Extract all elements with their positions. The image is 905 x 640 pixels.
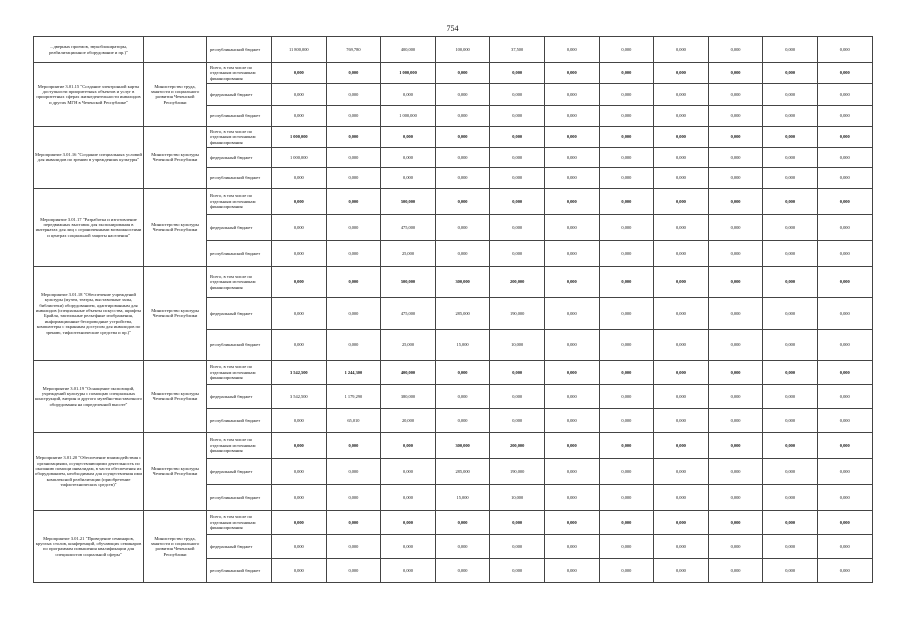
amount-cell: 0,000 (490, 63, 545, 84)
table-row (34, 432, 873, 458)
amount-cell: 10,000 (490, 484, 545, 510)
amount-cell: 0,000 (817, 105, 872, 126)
amount-cell: 0,000 (326, 188, 381, 214)
amount-cell: 0,000 (544, 298, 599, 329)
funding-source-cell: Всего, в том числе по отдельным источникам финансирования (207, 266, 272, 297)
amount-cell: 0,000 (708, 37, 763, 63)
amount-cell: 0,000 (272, 458, 327, 484)
amount-cell: 0,000 (654, 384, 709, 408)
amount-cell: 1 000,000 (272, 126, 327, 147)
funding-source-cell: Всего, в том числе по отдельным источникам финансирования (207, 63, 272, 84)
amount-cell: 400,000 (381, 37, 436, 63)
amount-cell: 0,000 (708, 63, 763, 84)
responsible-executor-cell (144, 37, 207, 63)
amount-cell: 0,000 (544, 240, 599, 266)
amount-cell: 0,000 (599, 240, 654, 266)
amount-cell: 0,000 (599, 214, 654, 240)
amount-cell: 0,000 (763, 37, 818, 63)
measure-name-cell: Мероприятие 3.01.21 "Проведение семинаров, круглых столов, конференций, обучающих семинаров по программам повышения квалификации для специалистов социальной сферы" (34, 510, 144, 582)
amount-cell: 0,000 (381, 458, 436, 484)
table-row (34, 360, 873, 384)
amount-cell: 0,000 (435, 84, 490, 105)
amount-cell: 0,000 (490, 510, 545, 534)
amount-cell: 0,000 (326, 168, 381, 189)
funding-source-cell: Всего, в том числе по отдельным источникам финансирования (207, 360, 272, 384)
amount-cell: 0,000 (654, 298, 709, 329)
measure-name-cell: Мероприятие 3.01.18 "Обеспечение учреждений культуры (музеи, театры, выставочные залы, библиотеки) оборудованием, адаптированным для инвалидов (специальные объекты искусства, шрифты Брайля, тактильные рельефные изображения, информационные беспроводные устройства, компьютеры с экранным доступом для инвалидов по зрению, тифлотехнические средства и пр.)" (34, 266, 144, 360)
amount-cell: 0,000 (708, 168, 763, 189)
amount-cell: 0,000 (544, 168, 599, 189)
amount-cell: 0,000 (708, 240, 763, 266)
amount-cell: 0,000 (272, 534, 327, 558)
amount-cell: 0,000 (763, 484, 818, 510)
amount-cell: 0,000 (272, 432, 327, 458)
amount-cell: 0,000 (272, 558, 327, 582)
amount-cell: 0,000 (817, 408, 872, 432)
amount-cell: 0,000 (435, 126, 490, 147)
amount-cell: 0,000 (435, 534, 490, 558)
amount-cell: 0,000 (381, 147, 436, 168)
amount-cell: 0,000 (763, 147, 818, 168)
funding-source-cell: федеральный бюджет (207, 298, 272, 329)
amount-cell: 1 000,000 (272, 147, 327, 168)
amount-cell: 0,000 (381, 126, 436, 147)
amount-cell: 0,000 (326, 558, 381, 582)
amount-cell: 380,000 (381, 384, 436, 408)
amount-cell: 500,000 (381, 266, 436, 297)
funding-source-cell: республиканский бюджет (207, 37, 272, 63)
amount-cell: 0,000 (654, 126, 709, 147)
amount-cell: 0,000 (544, 266, 599, 297)
amount-cell: 0,000 (381, 510, 436, 534)
amount-cell: 0,000 (272, 168, 327, 189)
amount-cell: 0,000 (654, 37, 709, 63)
amount-cell: 769,780 (326, 37, 381, 63)
amount-cell: 0,000 (708, 458, 763, 484)
amount-cell: 0,000 (817, 360, 872, 384)
measure-name-cell: ...дверных проемов, звукоблокираторы, реабилитационное оборудование и пр.)" (34, 37, 144, 63)
funding-source-cell: республиканский бюджет (207, 329, 272, 360)
amount-cell: 0,000 (326, 329, 381, 360)
funding-source-cell: республиканский бюджет (207, 484, 272, 510)
amount-cell: 0,000 (326, 534, 381, 558)
amount-cell: 0,000 (817, 534, 872, 558)
amount-cell: 0,000 (326, 266, 381, 297)
responsible-executor-cell: Министерство труда, занятости и социального развития Чеченской Республики (144, 510, 207, 582)
amount-cell: 3 542,500 (272, 384, 327, 408)
amount-cell: 0,000 (817, 558, 872, 582)
amount-cell: 0,000 (817, 432, 872, 458)
amount-cell: 0,000 (654, 168, 709, 189)
amount-cell: 0,000 (272, 298, 327, 329)
amount-cell: 0,000 (654, 214, 709, 240)
amount-cell: 37,500 (490, 37, 545, 63)
amount-cell: 0,000 (654, 84, 709, 105)
amount-cell: 0,000 (544, 214, 599, 240)
amount-cell: 0,000 (817, 188, 872, 214)
amount-cell: 0,000 (763, 558, 818, 582)
amount-cell: 200,000 (490, 266, 545, 297)
amount-cell: 0,000 (817, 168, 872, 189)
amount-cell: 0,000 (654, 484, 709, 510)
amount-cell: 0,000 (654, 534, 709, 558)
amount-cell: 0,000 (272, 240, 327, 266)
funding-source-cell: федеральный бюджет (207, 84, 272, 105)
amount-cell: 0,000 (326, 240, 381, 266)
amount-cell: 0,000 (654, 105, 709, 126)
amount-cell: 15,000 (435, 484, 490, 510)
amount-cell: 0,000 (763, 384, 818, 408)
amount-cell: 190,000 (490, 298, 545, 329)
funding-source-cell: республиканский бюджет (207, 558, 272, 582)
amount-cell: 0,000 (708, 105, 763, 126)
amount-cell: 0,000 (544, 484, 599, 510)
amount-cell: 0,000 (708, 510, 763, 534)
amount-cell: 0,000 (326, 105, 381, 126)
amount-cell: 0,000 (708, 384, 763, 408)
amount-cell: 0,000 (326, 126, 381, 147)
amount-cell: 0,000 (599, 558, 654, 582)
amount-cell: 15,000 (435, 329, 490, 360)
table-row (34, 510, 873, 534)
amount-cell: 0,000 (544, 126, 599, 147)
amount-cell: 0,000 (435, 240, 490, 266)
page-number: 754 (446, 24, 459, 33)
amount-cell: 0,000 (326, 63, 381, 84)
amount-cell: 0,000 (763, 168, 818, 189)
amount-cell: 0,000 (544, 105, 599, 126)
funding-source-cell: республиканский бюджет (207, 105, 272, 126)
amount-cell: 0,000 (763, 188, 818, 214)
amount-cell: 0,000 (708, 329, 763, 360)
amount-cell: 0,000 (326, 214, 381, 240)
amount-cell: 0,000 (326, 484, 381, 510)
amount-cell: 500,000 (381, 188, 436, 214)
funding-source-cell: Всего, в том числе по отдельным источникам финансирования (207, 510, 272, 534)
funding-source-cell: республиканский бюджет (207, 240, 272, 266)
amount-cell: 0,000 (654, 147, 709, 168)
amount-cell: 0,000 (544, 458, 599, 484)
amount-cell: 0,000 (708, 298, 763, 329)
amount-cell: 0,000 (763, 214, 818, 240)
amount-cell: 0,000 (654, 408, 709, 432)
amount-cell: 0,000 (817, 384, 872, 408)
funding-source-cell: федеральный бюджет (207, 214, 272, 240)
amount-cell: 0,000 (599, 329, 654, 360)
amount-cell: 0,000 (326, 432, 381, 458)
amount-cell: 0,000 (599, 105, 654, 126)
amount-cell: 0,000 (435, 360, 490, 384)
amount-cell: 0,000 (544, 84, 599, 105)
amount-cell: 0,000 (326, 458, 381, 484)
amount-cell: 0,000 (435, 510, 490, 534)
amount-cell: 285,000 (435, 298, 490, 329)
budget-table (33, 36, 873, 583)
amount-cell: 0,000 (381, 432, 436, 458)
amount-cell: 0,000 (599, 458, 654, 484)
amount-cell: 0,000 (272, 188, 327, 214)
amount-cell: 1 000,000 (381, 105, 436, 126)
amount-cell: 0,000 (435, 408, 490, 432)
amount-cell: 20,000 (381, 408, 436, 432)
amount-cell: 0,000 (490, 558, 545, 582)
amount-cell: 100,000 (435, 37, 490, 63)
amount-cell: 0,000 (381, 168, 436, 189)
amount-cell: 0,000 (708, 558, 763, 582)
amount-cell: 0,000 (435, 168, 490, 189)
amount-cell: 0,000 (544, 510, 599, 534)
amount-cell: 0,000 (272, 408, 327, 432)
amount-cell: 0,000 (544, 558, 599, 582)
funding-source-cell: федеральный бюджет (207, 458, 272, 484)
amount-cell: 0,000 (599, 147, 654, 168)
responsible-executor-cell: Министерство культуры Чеченской Республики (144, 126, 207, 188)
amount-cell: 0,000 (708, 266, 763, 297)
responsible-executor-cell: Министерство культуры Чеченской Республики (144, 432, 207, 510)
amount-cell: 475,000 (381, 214, 436, 240)
amount-cell: 0,000 (381, 558, 436, 582)
amount-cell: 0,000 (763, 432, 818, 458)
measure-name-cell: Мероприятие 3.01.17 "Разработка и изготовление передвижных выставок для экспонирования в интернатах для лиц с ограниченными возможностями и центрах социальной защиты населения" (34, 188, 144, 266)
table-row (34, 126, 873, 147)
amount-cell: 0,000 (544, 37, 599, 63)
amount-cell: 0,000 (817, 266, 872, 297)
amount-cell: 0,000 (435, 105, 490, 126)
amount-cell: 0,000 (817, 63, 872, 84)
amount-cell: 0,000 (708, 408, 763, 432)
responsible-executor-cell: Министерство труда, занятости и социального развития Чеченской Республики (144, 63, 207, 127)
funding-source-cell: федеральный бюджет (207, 534, 272, 558)
table-row (34, 266, 873, 297)
amount-cell: 0,000 (599, 408, 654, 432)
funding-source-cell: Всего, в том числе по отдельным источникам финансирования (207, 126, 272, 147)
amount-cell: 0,000 (763, 266, 818, 297)
amount-cell: 0,000 (272, 329, 327, 360)
amount-cell: 0,000 (817, 84, 872, 105)
amount-cell: 0,000 (272, 266, 327, 297)
amount-cell: 0,000 (272, 105, 327, 126)
amount-cell: 0,000 (490, 84, 545, 105)
amount-cell: 0,000 (654, 360, 709, 384)
amount-cell: 3 542,500 (272, 360, 327, 384)
amount-cell: 0,000 (599, 484, 654, 510)
amount-cell: 0,000 (654, 458, 709, 484)
amount-cell: 0,000 (490, 408, 545, 432)
amount-cell: 0,000 (763, 360, 818, 384)
amount-cell: 0,000 (817, 147, 872, 168)
amount-cell: 0,000 (599, 37, 654, 63)
amount-cell: 0,000 (654, 510, 709, 534)
amount-cell: 0,000 (544, 408, 599, 432)
responsible-executor-cell: Министерство культуры Чеченской Республики (144, 188, 207, 266)
amount-cell: 0,000 (435, 188, 490, 214)
funding-source-cell: федеральный бюджет (207, 147, 272, 168)
amount-cell: 0,000 (654, 432, 709, 458)
amount-cell: 0,000 (599, 534, 654, 558)
amount-cell: 0,000 (817, 458, 872, 484)
amount-cell: 0,000 (326, 147, 381, 168)
amount-cell: 200,000 (490, 432, 545, 458)
amount-cell: 0,000 (435, 63, 490, 84)
funding-source-cell: республиканский бюджет (207, 408, 272, 432)
amount-cell: 0,000 (326, 510, 381, 534)
measure-name-cell: Мероприятие 3.01.19 "Оснащение экспозиций, учреждений культуры с помощью специальных конструкций, витрин и другого музейно-выставочного оборудования на определенной высоте" (34, 360, 144, 432)
amount-cell: 0,000 (272, 63, 327, 84)
amount-cell: 0,000 (599, 432, 654, 458)
amount-cell: 300,000 (435, 432, 490, 458)
amount-cell: 0,000 (817, 214, 872, 240)
amount-cell: 0,000 (708, 84, 763, 105)
amount-cell: 0,000 (544, 432, 599, 458)
amount-cell: 0,000 (654, 266, 709, 297)
funding-source-cell: Всего, в том числе по отдельным источникам финансирования (207, 188, 272, 214)
amount-cell: 0,000 (544, 329, 599, 360)
amount-cell: 0,000 (544, 384, 599, 408)
amount-cell: 0,000 (654, 240, 709, 266)
amount-cell: 0,000 (763, 126, 818, 147)
amount-cell: 475,000 (381, 298, 436, 329)
amount-cell: 0,000 (817, 37, 872, 63)
amount-cell: 0,000 (599, 510, 654, 534)
amount-cell: 0,000 (544, 360, 599, 384)
amount-cell: 0,000 (490, 147, 545, 168)
amount-cell: 0,000 (708, 214, 763, 240)
amount-cell: 0,000 (599, 63, 654, 84)
amount-cell: 0,000 (763, 240, 818, 266)
amount-cell: 0,000 (599, 360, 654, 384)
amount-cell: 0,000 (326, 298, 381, 329)
amount-cell: 0,000 (599, 188, 654, 214)
responsible-executor-cell: Министерство культуры Чеченской Республики (144, 360, 207, 432)
amount-cell: 0,000 (435, 214, 490, 240)
amount-cell: 0,000 (272, 214, 327, 240)
amount-cell: 0,000 (763, 298, 818, 329)
amount-cell: 0,000 (435, 384, 490, 408)
responsible-executor-cell: Министерство культуры Чеченской Республики (144, 266, 207, 360)
funding-source-cell: Всего, в том числе по отдельным источникам финансирования (207, 432, 272, 458)
amount-cell: 1 244,300 (326, 360, 381, 384)
measure-name-cell: Мероприятие 3.01.20 "Обеспечение взаимодействия с организациями, осуществляющими деятельность по оказанию помощи инвалидам, в части обеспечения их оборудованием, необходимым для осуществления ими комплексной реабилитации (приобретение тифлотехнических средств)" (34, 432, 144, 510)
amount-cell: 0,000 (490, 534, 545, 558)
amount-cell: 25,000 (381, 240, 436, 266)
amount-cell: 0,000 (490, 105, 545, 126)
amount-cell: 0,000 (272, 510, 327, 534)
amount-cell: 0,000 (381, 534, 436, 558)
amount-cell: 0,000 (708, 126, 763, 147)
amount-cell: 65,010 (326, 408, 381, 432)
amount-cell: 0,000 (490, 214, 545, 240)
amount-cell: 285,000 (435, 458, 490, 484)
amount-cell: 0,000 (817, 126, 872, 147)
table-row (34, 188, 873, 214)
amount-cell: 0,000 (490, 240, 545, 266)
amount-cell: 0,000 (708, 432, 763, 458)
amount-cell: 0,000 (599, 266, 654, 297)
measure-name-cell: Мероприятие 3.01.15 "Создание электронной карты доступности приоритетных объектов и услуг в приоритетных сферах жизнедеятельности инвалидов и других МГН в Чеченской Республике" (34, 63, 144, 127)
amount-cell: 0,000 (817, 510, 872, 534)
amount-cell: 0,000 (763, 105, 818, 126)
amount-cell: 0,000 (763, 329, 818, 360)
amount-cell: 0,000 (435, 558, 490, 582)
amount-cell: 0,000 (490, 168, 545, 189)
amount-cell: 0,000 (763, 534, 818, 558)
amount-cell: 190,000 (490, 458, 545, 484)
amount-cell: 0,000 (708, 188, 763, 214)
amount-cell: 0,000 (435, 147, 490, 168)
amount-cell: 0,000 (708, 484, 763, 510)
amount-cell: 0,000 (599, 84, 654, 105)
table-row (34, 37, 873, 63)
amount-cell: 0,000 (817, 484, 872, 510)
amount-cell: 0,000 (763, 408, 818, 432)
amount-cell: 0,000 (817, 329, 872, 360)
amount-cell: 400,000 (381, 360, 436, 384)
amount-cell: 0,000 (490, 384, 545, 408)
amount-cell: 0,000 (763, 84, 818, 105)
measure-name-cell: Мероприятие 3.01.16 "Создание специальных условий для инвалидов по зрению в учреждениях культуры" (34, 126, 144, 188)
amount-cell: 0,000 (544, 534, 599, 558)
funding-source-cell: федеральный бюджет (207, 384, 272, 408)
amount-cell: 0,000 (708, 360, 763, 384)
amount-cell: 0,000 (708, 147, 763, 168)
amount-cell: 300,000 (435, 266, 490, 297)
amount-cell: 0,000 (654, 63, 709, 84)
amount-cell: 0,000 (599, 126, 654, 147)
amount-cell: 0,000 (654, 188, 709, 214)
amount-cell: 0,000 (381, 484, 436, 510)
funding-source-cell: республиканский бюджет (207, 168, 272, 189)
amount-cell: 0,000 (326, 84, 381, 105)
amount-cell: 0,000 (763, 63, 818, 84)
amount-cell: 0,000 (544, 188, 599, 214)
amount-cell: 0,000 (599, 298, 654, 329)
amount-cell: 0,000 (490, 360, 545, 384)
amount-cell: 0,000 (763, 510, 818, 534)
amount-cell: 0,000 (654, 329, 709, 360)
amount-cell: 0,000 (763, 458, 818, 484)
amount-cell: 0,000 (599, 168, 654, 189)
amount-cell: 0,000 (817, 298, 872, 329)
amount-cell: 1 000,000 (381, 63, 436, 84)
amount-cell: 0,000 (599, 384, 654, 408)
amount-cell: 11 800,000 (272, 37, 327, 63)
amount-cell: 0,000 (817, 240, 872, 266)
amount-cell: 0,000 (381, 84, 436, 105)
amount-cell: 25,000 (381, 329, 436, 360)
amount-cell: 0,000 (544, 147, 599, 168)
amount-cell: 0,000 (490, 188, 545, 214)
amount-cell: 0,000 (544, 63, 599, 84)
amount-cell: 0,000 (490, 126, 545, 147)
amount-cell: 0,000 (708, 534, 763, 558)
table-row (34, 63, 873, 84)
amount-cell: 0,000 (272, 484, 327, 510)
amount-cell: 1 179,290 (326, 384, 381, 408)
amount-cell: 0,000 (654, 558, 709, 582)
amount-cell: 10,000 (490, 329, 545, 360)
amount-cell: 0,000 (272, 84, 327, 105)
